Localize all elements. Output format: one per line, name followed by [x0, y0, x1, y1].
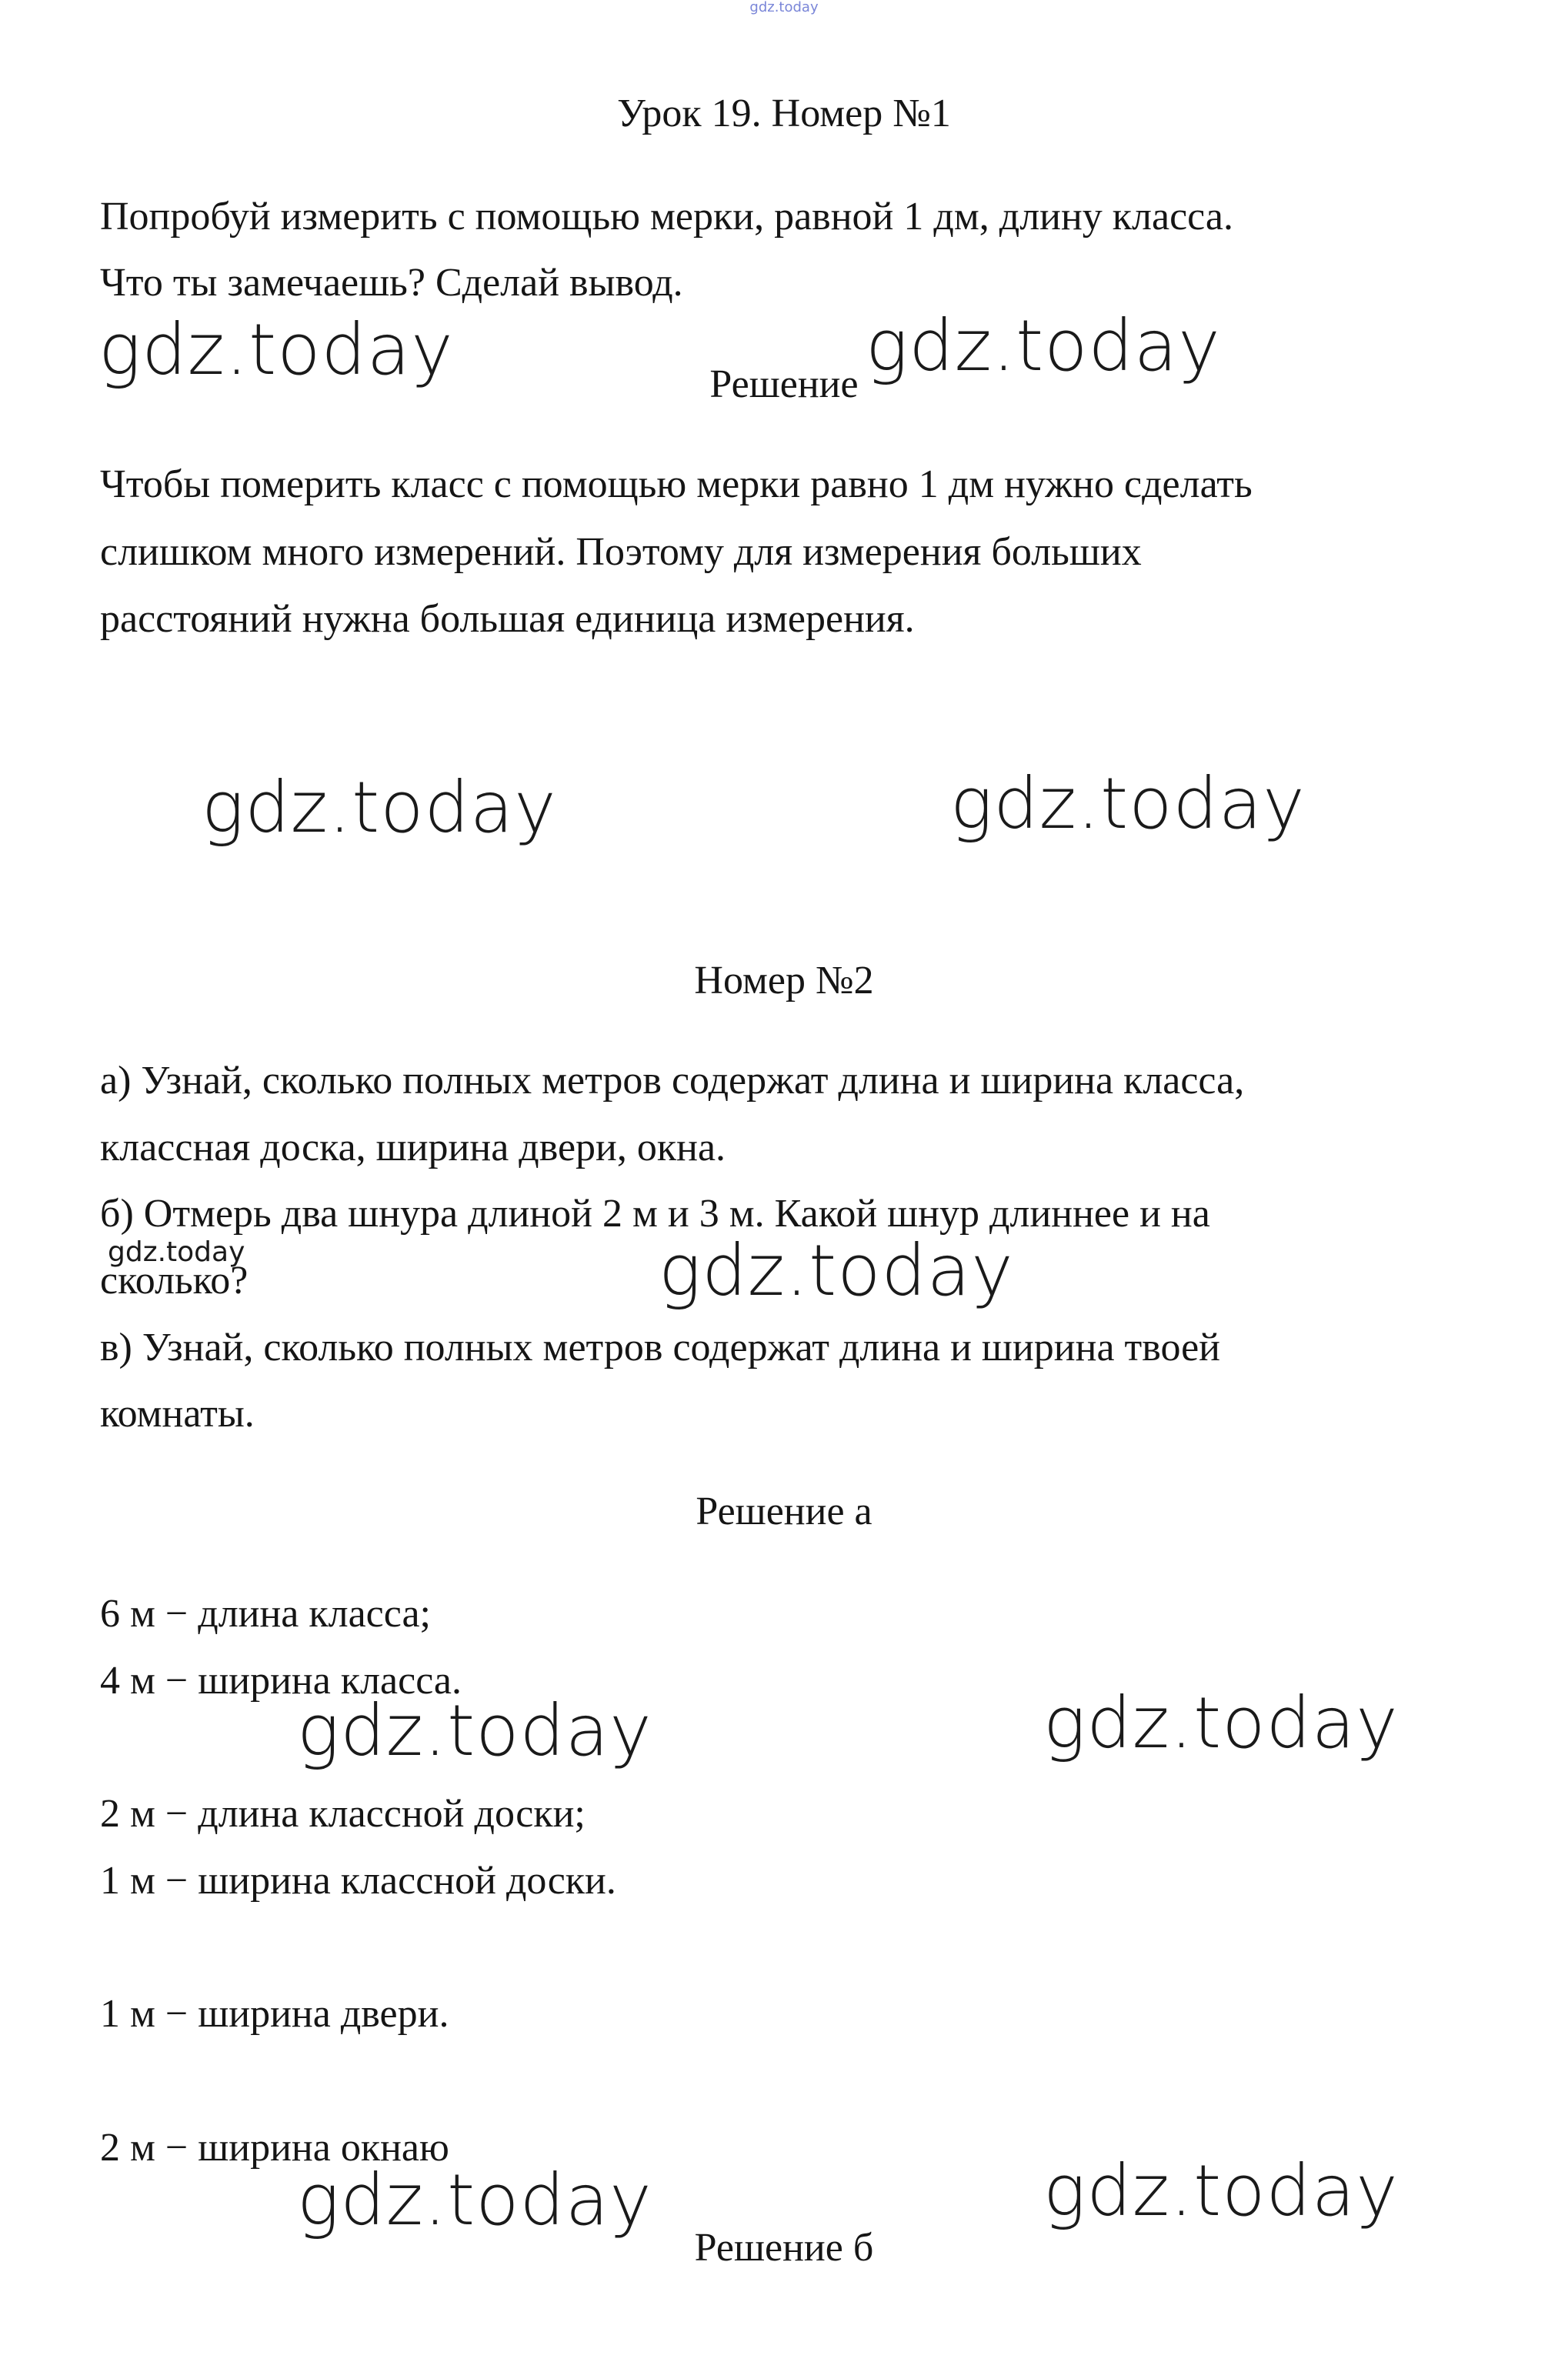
answer-line: 1 м − ширина двери. [100, 1992, 449, 2036]
task2-c-line2: комнаты. [100, 1392, 255, 1436]
task1-solution-line2: слишком много измерений. Поэтому для измерения больших [100, 530, 1142, 574]
watermark: gdz.today [297, 2159, 652, 2241]
answer-line: 2 м − длина классной доски; [100, 1792, 585, 1836]
lesson-title: Урок 19. Номер №1 [617, 92, 951, 135]
watermark: gdz.today [1043, 1682, 1399, 1764]
task2-b-line1: б) Отмерь два шнура длиной 2 м и 3 м. Какой шнур длиннее и на [100, 1192, 1210, 1236]
task1-solution-label: Решение [709, 362, 859, 406]
task2-title: Номер №2 [694, 959, 874, 1003]
watermark: gdz.today [98, 309, 454, 391]
watermark: gdz.today [1043, 2150, 1399, 2232]
task1-solution-line3: расстояний нужна большая единица измерения. [100, 597, 915, 641]
task2-c-line1: в) Узнай, сколько полных метров содержат длина и ширина твоей [100, 1326, 1220, 1369]
answer-line: 2 м − ширина окнаю [100, 2126, 449, 2170]
task2-solution-a-label: Решение а [696, 1490, 872, 1533]
answer-line: 1 м − ширина классной доски. [100, 1859, 616, 1903]
task2-solution-b-label: Решение б [694, 2226, 874, 2270]
task1-text-line1: Попробуй измерить с помощью мерки, равной 1 дм, длину класса. [100, 195, 1233, 239]
small-watermark: gdz.today [108, 1236, 245, 1268]
watermark: gdz.today [866, 305, 1221, 387]
task2-b-line2: сколько? [100, 1259, 249, 1303]
answer-line: 4 м − ширина класса. [100, 1659, 462, 1703]
task1-text-line2: Что ты замечаешь? Сделай вывод. [100, 261, 683, 305]
task1-solution-line1: Чтобы померить класс с помощью мерки равно 1 дм нужно сделать [100, 462, 1253, 506]
watermark: gdz.today [950, 762, 1306, 845]
watermark: gdz.today [297, 1690, 652, 1772]
top-watermark: gdz.today [749, 0, 819, 15]
watermark: gdz.today [659, 1229, 1014, 1312]
task2-a-line2: классная доска, ширина двери, окна. [100, 1126, 726, 1169]
task2-a-line1: а) Узнай, сколько полных метров содержат длина и ширина класса, [100, 1059, 1245, 1103]
answer-line: 6 м − длина класса; [100, 1592, 431, 1636]
watermark: gdz.today [202, 766, 557, 849]
